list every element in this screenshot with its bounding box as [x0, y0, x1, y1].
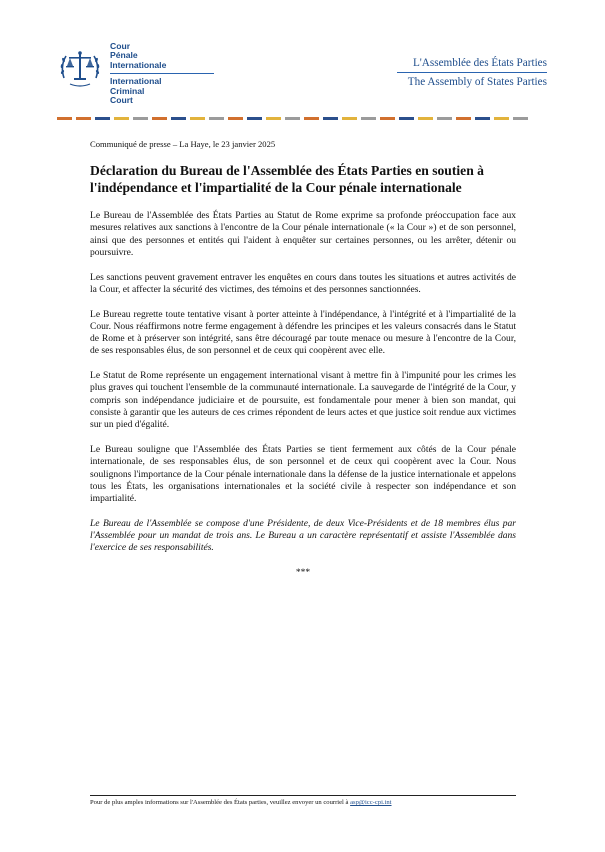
footer-text: Pour de plus amples informations sur l'Assemblée des États parties, veuillez envoyer un courriel à	[90, 799, 351, 806]
page-title: Déclaration du Bureau de l'Assemblée des États Parties en soutien à l'indépendance et l'impartialité de la Cour pénale internationale	[90, 163, 484, 195]
court-name-en-line: International	[110, 76, 162, 87]
end-marker: ***	[295, 568, 311, 579]
color-strip-segment	[456, 117, 471, 120]
color-strip-segment	[228, 117, 243, 120]
court-name-block	[110, 42, 214, 105]
color-strip-segment	[133, 117, 148, 120]
color-strip-segment	[513, 117, 528, 120]
color-strip-segment	[418, 117, 433, 120]
color-strip-segment	[190, 117, 205, 120]
court-name-fr-line: Internationale	[110, 59, 167, 70]
color-strip-segment	[76, 117, 91, 120]
body-paragraph: Les sanctions peuvent gravement entraver les enquêtes en cours dans toutes les situations et autres activités de la Cour, et affecter la sécurité des victimes, des témoins et des personnes sanctionnées.	[90, 271, 516, 295]
color-strip-segment	[342, 117, 357, 120]
body-paragraph: Le Bureau souligne que l'Assemblée des États Parties se tient fermement aux côtés de la Cour pénale internationale, de ses responsables élus, de son personnel et de ceux qui coopèrent avec la Cour. Nous soulignons l'importance de la Cour pénale internationale dans la défense de la justice internationale et appelons tous les États, les organisations internationales et la société civile à respecter son indépendance et son impartialité.	[90, 444, 516, 505]
court-name-fr-line: Pénale	[110, 50, 138, 61]
court-name-english	[110, 74, 214, 105]
color-strip-segment	[323, 117, 338, 120]
body-paragraph: Le Bureau de l'Assemblée des États Parties au Statut de Rome exprime sa profonde préoccupation face aux mesures relatives aux sanctions à l'encontre de la Cour pénale internationale (« la Cour ») et de son personnel, ainsi que des personnes et entités qui l'aident à enquêter sur certaines personnes, ou les arrêter, détenir ou poursuivre.	[90, 210, 516, 258]
court-name-en-line: Court	[110, 95, 133, 106]
color-strip-segment	[95, 117, 110, 120]
assembly-name-block	[397, 56, 547, 89]
color-strip-segment	[437, 117, 452, 120]
court-name-en-line: Criminal	[110, 85, 145, 96]
color-strip-segment	[209, 117, 224, 120]
court-name-fr-line: Cour	[110, 41, 131, 51]
icc-scales-logo	[56, 44, 104, 92]
color-strip-segment	[57, 117, 72, 120]
color-strip-segment	[380, 117, 395, 120]
assembly-name-english: The Assembly of States Parties	[407, 76, 547, 88]
color-strip-segment	[361, 117, 376, 120]
color-strip-segment	[475, 117, 490, 120]
court-name-french	[110, 42, 214, 74]
color-strip-segment	[247, 117, 262, 120]
contact-email-link[interactable]: asp@icc-cpi.int	[350, 799, 392, 806]
body-paragraph: Le Bureau regrette toute tentative visant à porter atteinte à l'indépendance, à l'intégrité et à l'impartialité de la Cour. Nous réaffirmons notre ferme engagement à défendre les principes et les valeurs consacrés dans le Statut de Rome et à préserver son intégrité, sans être découragé par toute menace ou mesure à l'encontre de la Cour, de ses responsables élus, de son personnel et de ceux qui coopèrent avec elle.	[90, 308, 516, 357]
color-strip-segment	[494, 117, 509, 120]
color-strip-segment	[114, 117, 129, 120]
body-paragraph: Le Statut de Rome représente un engagement international visant à mettre fin à l'impunité pour les crimes les plus graves qui touchent l'ensemble de la communauté internationale. La sauvegarde de l'intégrité de la Cour, y compris son indépendance judiciaire et de poursuite, est fondamentale pour mener à bien son mandat, qui consiste à garantir que les auteurs de ces crimes répondent de leurs actes et que justice soit rendue aux victimes sur un pied d'égalité.	[90, 370, 516, 431]
color-strip-segment	[304, 117, 319, 120]
statement-body	[90, 210, 516, 579]
color-strip-divider	[57, 117, 528, 120]
color-strip-segment	[285, 117, 300, 120]
color-strip-segment	[266, 117, 281, 120]
press-release-dateline: Communiqué de presse – La Haye, le 23 janvier 2025	[90, 139, 276, 149]
footer-note	[90, 799, 392, 806]
color-strip-segment	[399, 117, 414, 120]
color-strip-segment	[152, 117, 167, 120]
footer-divider	[90, 795, 516, 796]
bureau-composition-note: Le Bureau de l'Assemblée se compose d'une Présidente, de deux Vice-Présidents et de 18 membres élus par l'Assemblée pour un mandat de trois ans. Le Bureau a un caractère représentatif et assiste l'Assemblée dans l'exercice de ses responsabilités.	[90, 517, 516, 554]
color-strip-segment	[171, 117, 186, 120]
assembly-name-french: L'Assemblée des États Parties	[397, 56, 547, 73]
